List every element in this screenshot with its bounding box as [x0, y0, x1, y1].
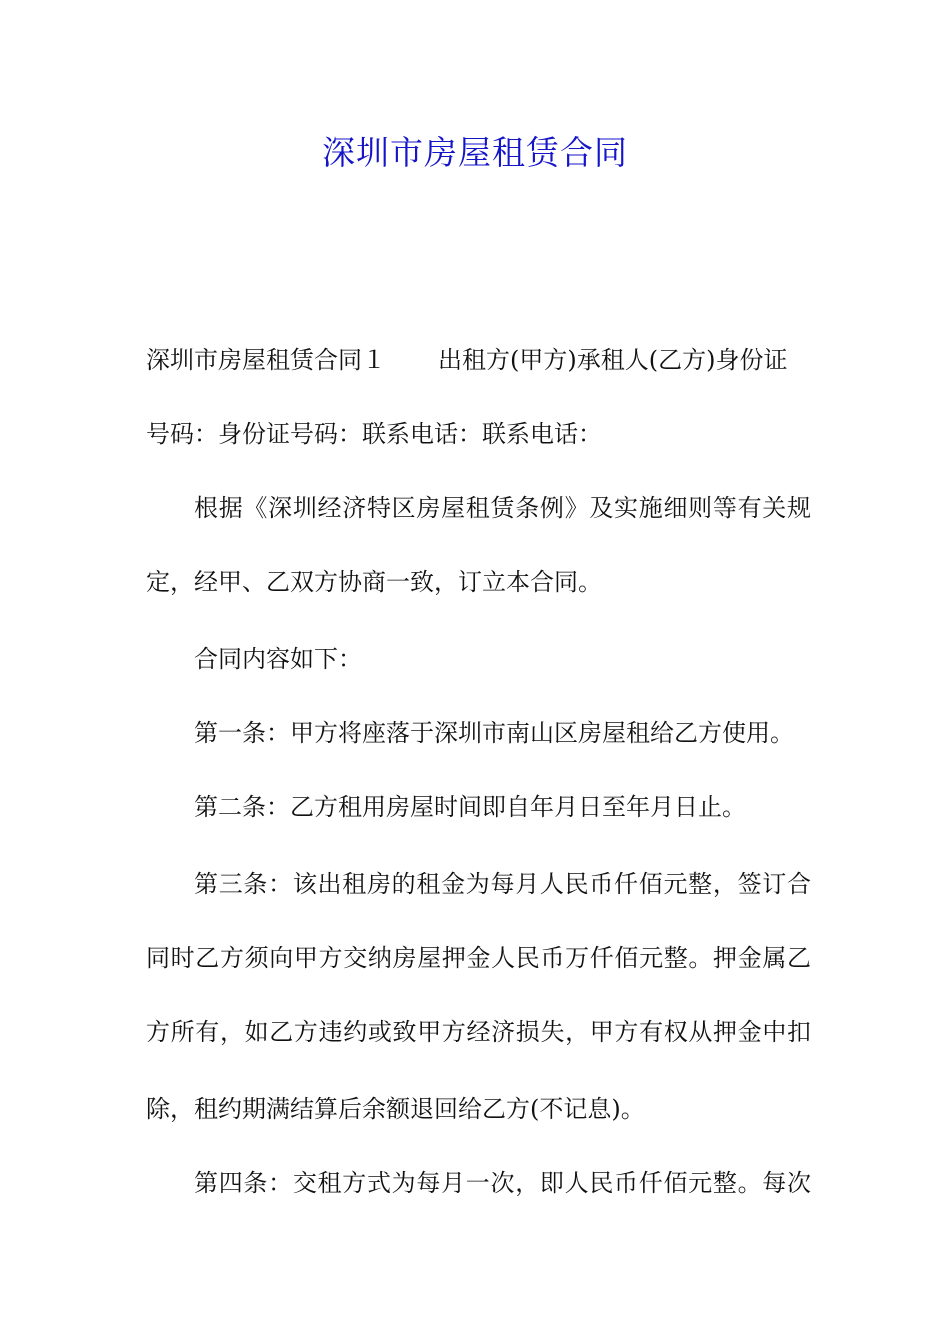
- document-title: 深圳市房屋租赁合同: [322, 133, 628, 172]
- paragraph-line: 方所有，如乙方违约或致甲方经济损失，甲方有权从押金中扣: [146, 1018, 811, 1046]
- paragraph-line: 同时乙方须向甲方交纳房屋押金人民币万仟佰元整。押金属乙: [146, 944, 811, 972]
- contract-heading-inline: 深圳市房屋租赁合同１: [146, 346, 386, 374]
- paragraph-line: 第三条：该出租房的租金为每月人民币仟佰元整，签订合: [194, 870, 811, 898]
- paragraph-line: 第二条：乙方租用房屋时间即自年月日至年月日止。: [194, 793, 746, 821]
- parties-text: 出租方(甲方)承租人(乙方)身份证: [438, 346, 788, 374]
- paragraph-line: [146, 342, 811, 378]
- paragraph-line: 合同内容如下：: [194, 645, 362, 673]
- paragraph-line: 号码：身份证号码：联系电话：联系电话：: [146, 420, 602, 448]
- paragraph-line: 根据《深圳经济特区房屋租赁条例》及实施细则等有关规: [194, 494, 811, 522]
- paragraph-line: 除，租约期满结算后余额退回给乙方(不记息)。: [146, 1095, 645, 1123]
- paragraph-line: 第一条：甲方将座落于深圳市南山区房屋租给乙方使用。: [194, 719, 794, 747]
- paragraph-line: 定，经甲、乙双方协商一致，订立本合同。: [146, 568, 602, 596]
- paragraph-line: 第四条：交租方式为每月一次，即人民币仟佰元整。每次: [194, 1169, 811, 1197]
